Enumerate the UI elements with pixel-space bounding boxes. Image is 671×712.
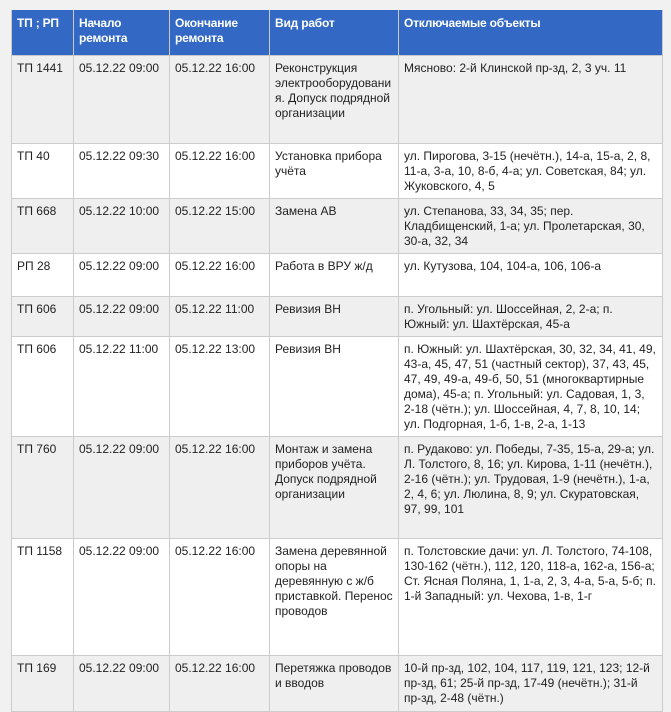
cell-objects: п. Рудаково: ул. Победы, 7-35, 15-а, 29-а; ул. Л. Толстого, 8, 16; ул. Кирова, 1-11 (нечётн.), 2-16 (чётн.); ул. Трудовая, 1-9 (нечётн.), 1-а, 2, 4, 6; ул. Люлина, 8, 9; ул. Скуратовская, 97, 99, 101	[399, 437, 663, 539]
table-row	[12, 56, 663, 144]
cell-tp: ТП 1158	[12, 539, 74, 656]
header-objects: Отключаемые объекты	[399, 10, 663, 56]
cell-objects: п. Южный: ул. Шахтёрская, 30, 32, 34, 41, 49, 43-а, 45, 47, 51 (частный сектор), 37, 43, 45, 47, 49, 49-а, 49-б, 50, 51 (многоквартирные дома), 45-а; п. Угольный: ул. Садовая, 1, 3, 2-18 (чётн.); ул. Шоссейная, 4, 7, 8, 10, 14; ул. Подгорная, 1-б, 1-в, 2-а, 1-13	[399, 337, 663, 437]
cell-start: 05.12.22 10:00	[74, 199, 170, 254]
cell-end: 05.12.22 13:00	[170, 337, 270, 437]
cell-objects: п. Толстовские дачи: ул. Л. Толстого, 74-108, 130-162 (чётн.), 112, 120, 118-а, 162-а, 156-а; Ст. Ясная Поляна, 1, 1-а, 2, 3, 4-а, 5-а, 5-б; п. 1-й Западный: ул. Чехова, 1-в, 1-г	[399, 539, 663, 656]
table-row	[12, 144, 663, 199]
header-end: Окончание ремонта	[170, 10, 270, 56]
cell-start: 05.12.22 09:30	[74, 144, 170, 199]
cell-tp: ТП 1441	[12, 56, 74, 144]
cell-end: 05.12.22 15:00	[170, 199, 270, 254]
cell-start: 05.12.22 09:00	[74, 297, 170, 337]
table-row	[12, 337, 663, 437]
cell-tp: ТП 668	[12, 199, 74, 254]
cell-tp: ТП 606	[12, 337, 74, 437]
cell-end: 05.12.22 11:00	[170, 297, 270, 337]
cell-objects: ул. Степанова, 33, 34, 35; пер. Кладбищенский, 1-а; ул. Пролетарская, 30, 30-а, 32, 34	[399, 199, 663, 254]
table-row	[12, 656, 663, 712]
cell-work: Реконструкция электрооборудования. Допуск подрядной организации	[270, 56, 399, 144]
cell-work: Монтаж и замена приборов учёта. Допуск подрядной организации	[270, 437, 399, 539]
cell-end: 05.12.22 16:00	[170, 437, 270, 539]
cell-objects: 10-й пр-зд, 102, 104, 117, 119, 121, 123; 12-й пр-зд, 61; 25-й пр-зд, 17-49 (нечётн.); 31-й пр-зд, 2-48 (чётн.)	[399, 656, 663, 712]
cell-start: 05.12.22 09:00	[74, 437, 170, 539]
cell-start: 05.12.22 09:00	[74, 656, 170, 712]
header-work: Вид работ	[270, 10, 399, 56]
cell-objects: Мясново: 2-й Клинской пр-зд, 2, 3 уч. 11	[399, 56, 663, 144]
table-row	[12, 437, 663, 539]
cell-objects: ул. Пирогова, 3-15 (нечётн.), 14-а, 15-а, 2, 8, 11-а, 3-а, 10, 8-б, 4-а; ул. Советская, 84; ул. Жуковского, 4, 5	[399, 144, 663, 199]
cell-start: 05.12.22 11:00	[74, 337, 170, 437]
cell-work: Работа в ВРУ ж/д	[270, 254, 399, 297]
cell-work: Замена АВ	[270, 199, 399, 254]
cell-work: Перетяжка проводов и вводов	[270, 656, 399, 712]
cell-objects: ул. Кутузова, 104, 104-а, 106, 106-а	[399, 254, 663, 297]
outage-table	[11, 10, 663, 712]
cell-end: 05.12.22 16:00	[170, 254, 270, 297]
outage-schedule	[11, 10, 663, 712]
table-row	[12, 254, 663, 297]
cell-work: Ревизия ВН	[270, 297, 399, 337]
cell-start: 05.12.22 09:00	[74, 56, 170, 144]
cell-work: Замена деревянной опоры на деревянную с ж/б приставкой. Перенос проводов	[270, 539, 399, 656]
cell-tp: ТП 40	[12, 144, 74, 199]
cell-end: 05.12.22 16:00	[170, 56, 270, 144]
table-header-row	[12, 10, 663, 56]
cell-start: 05.12.22 09:00	[74, 254, 170, 297]
table-row	[12, 199, 663, 254]
table-row	[12, 539, 663, 656]
cell-start: 05.12.22 09:00	[74, 539, 170, 656]
cell-tp: ТП 169	[12, 656, 74, 712]
cell-work: Ревизия ВН	[270, 337, 399, 437]
header-start: Начало ремонта	[74, 10, 170, 56]
cell-tp: ТП 760	[12, 437, 74, 539]
cell-end: 05.12.22 16:00	[170, 539, 270, 656]
header-tp: ТП ; РП	[12, 10, 74, 56]
cell-work: Установка прибора учёта	[270, 144, 399, 199]
cell-tp: ТП 606	[12, 297, 74, 337]
table-row	[12, 297, 663, 337]
cell-end: 05.12.22 16:00	[170, 144, 270, 199]
cell-end: 05.12.22 16:00	[170, 656, 270, 712]
cell-tp: РП 28	[12, 254, 74, 297]
cell-objects: п. Угольный: ул. Шоссейная, 2, 2-а; п. Южный: ул. Шахтёрская, 45-а	[399, 297, 663, 337]
